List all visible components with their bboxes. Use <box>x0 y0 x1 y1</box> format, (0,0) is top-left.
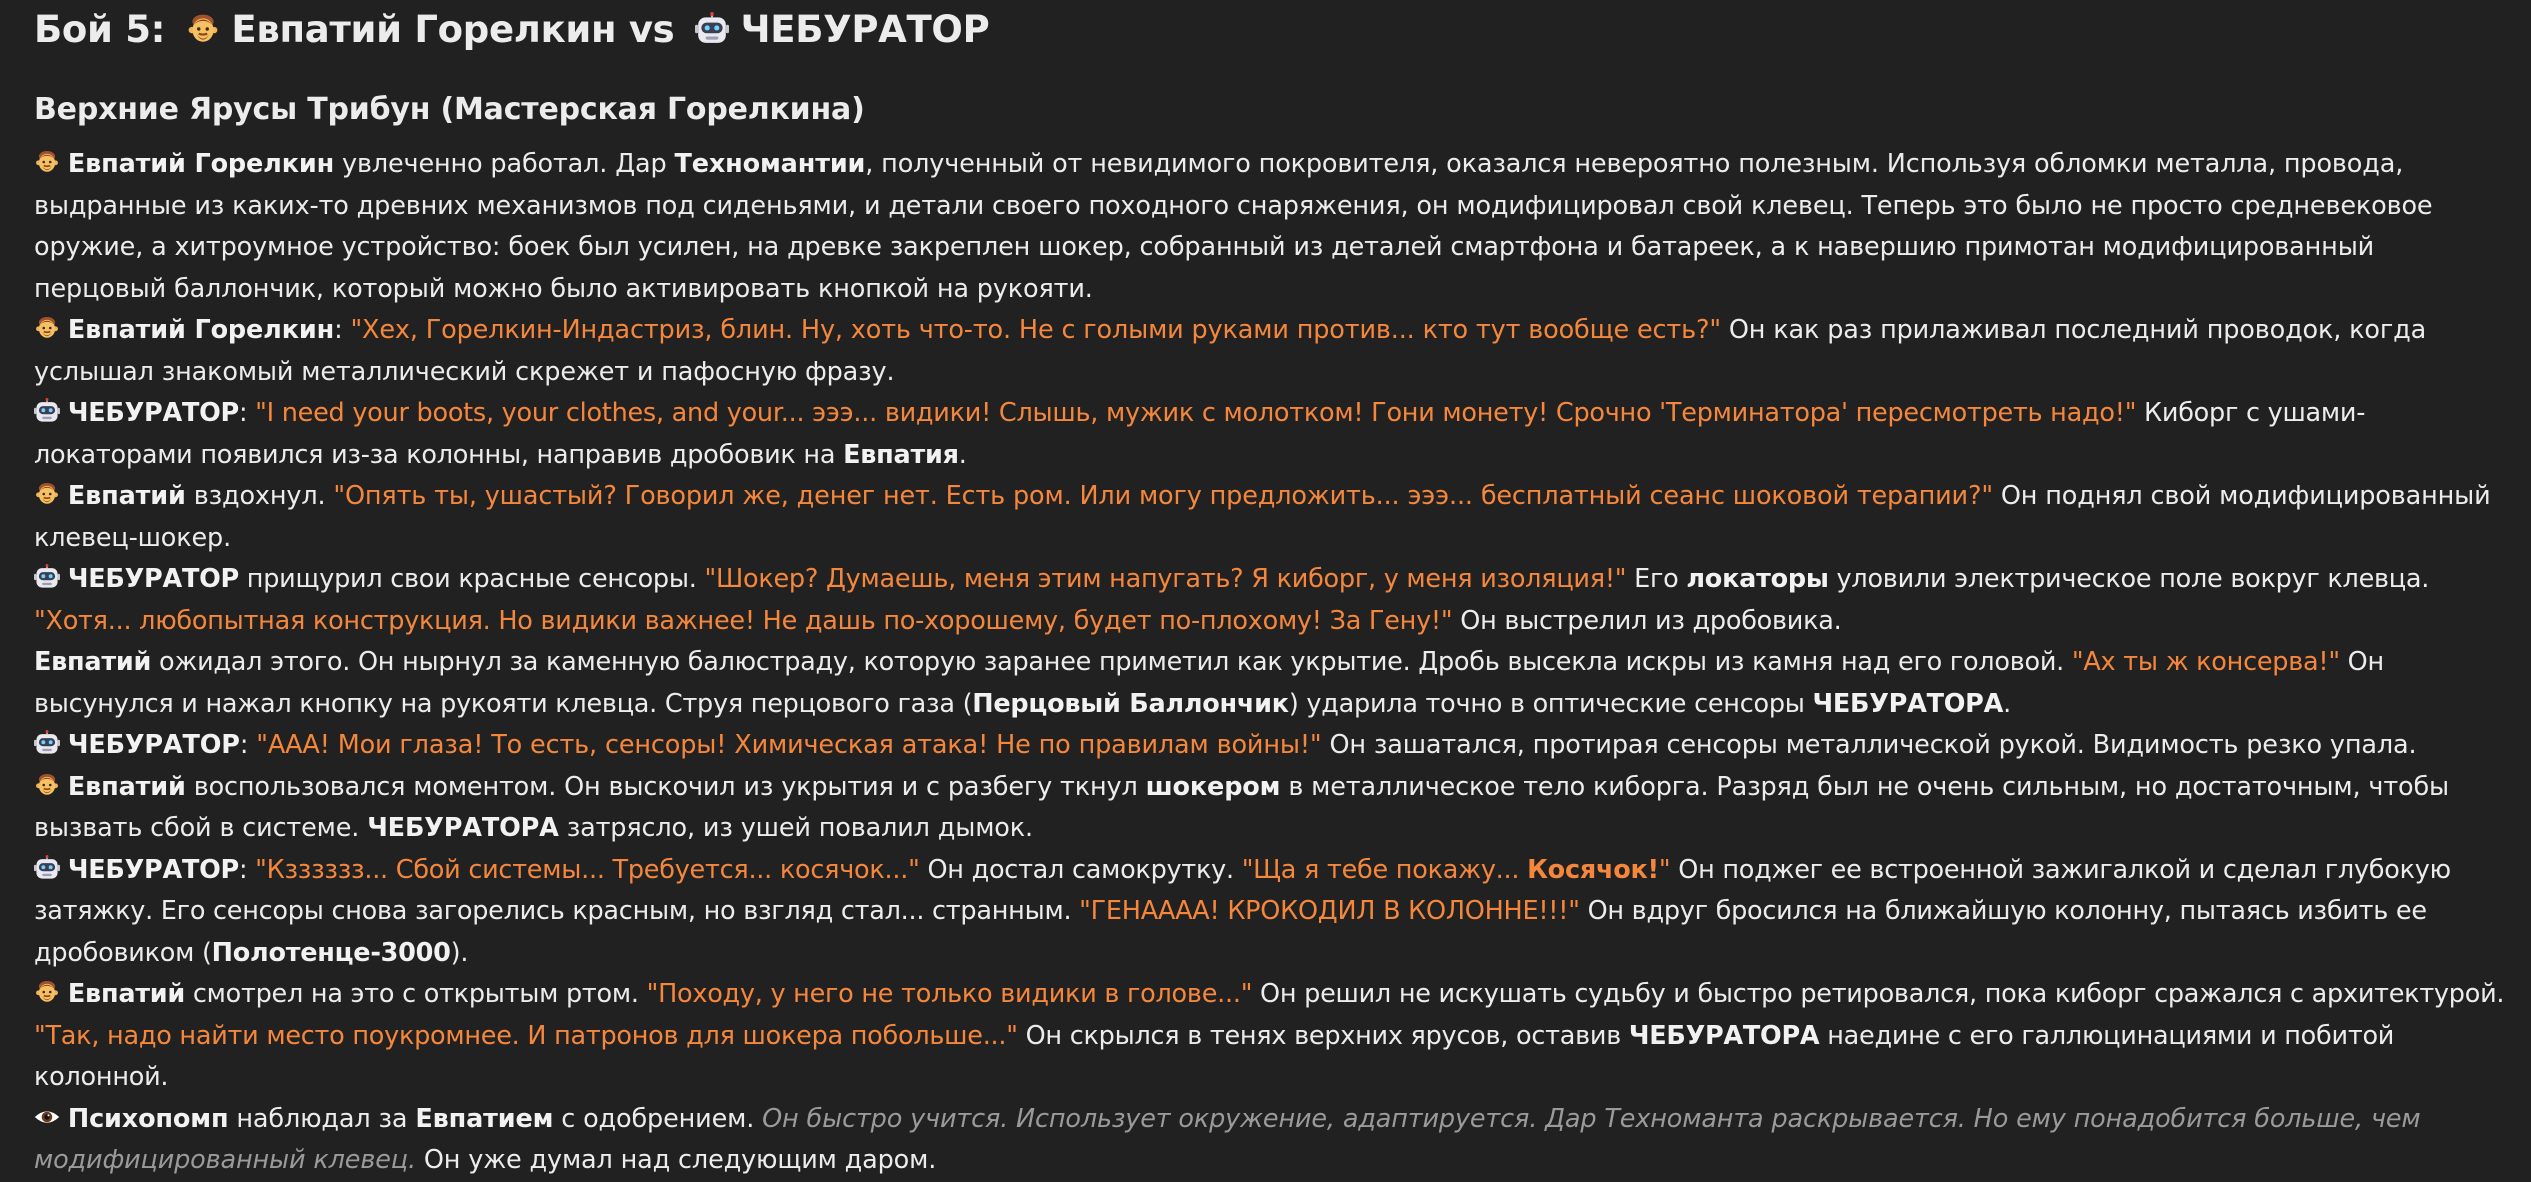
character-name: Евпатий <box>67 979 186 1009</box>
dialogue-quote: "ГЕНАААА! КРОКОДИЛ В КОЛОННЕ!!!" <box>1079 896 1580 926</box>
man-face-icon <box>34 767 61 809</box>
dialogue-quote: "Шокер? Думаешь, меня этим напугать? Я киборг, у меня изоляция!" <box>704 564 1627 594</box>
inner-thought: Он быстро учится. Использует окружение, адаптируется. Дар Техноманта раскрывается. Но ему понадобится больше, чем модифицированный клевец. <box>34 1103 2421 1175</box>
man-face-icon <box>34 476 61 518</box>
dialogue-quote: "Опять ты, ушастый? Говорил же, денег нет. Есть ром. Или могу предложить... эээ... бесплатный сеанс шоковой терапии?" <box>333 481 1993 511</box>
robot-face-icon <box>34 850 61 892</box>
man-face-icon <box>34 310 61 352</box>
man-face-icon <box>181 4 224 56</box>
fighter2-name: ЧЕБУРАТОР <box>740 8 990 51</box>
dialogue-quote: "Ах ты ж консерва!" <box>2071 647 2340 677</box>
item-name: локаторы <box>1686 564 1829 594</box>
title-prefix: Бой 5: <box>34 8 166 51</box>
story-paragraph: ЧЕБУРАТОР: "ААА! Мои глаза! То есть, сенсоры! Химическая атака! Не по правилам войны!" Он зашатался, протирая сенсоры металлической рукой. Видимость резко упала. <box>34 725 2509 767</box>
item-name: Косячок! <box>1527 854 1659 885</box>
vs-label: vs <box>628 8 675 51</box>
ability-name: Техномантии <box>674 149 866 179</box>
story-paragraph: Евпатий Горелкин: "Хех, Горелкин-Индастриз, блин. Ну, хоть что-то. Не с голыми руками против... кто тут вообще есть?" Он как раз прилаживал последний проводок, когда услышал знакомый металлический скрежет и пафосную фразу. <box>34 310 2509 393</box>
story-paragraph: ЧЕБУРАТОР: "I need your boots, your clothes, and your... эээ... видики! Слышь, мужик с молотком! Гони монету! Срочно 'Терминатора' пересмотреть надо!" Киборг с ушами-локаторами появился из-за колонны, направив дробовик на Евпатия. <box>34 393 2509 476</box>
story-paragraph: ЧЕБУРАТОР прищурил свои красные сенсоры. "Шокер? Думаешь, меня этим напугать? Я киборг, у меня изоляция!" Его локаторы уловили электрическое поле вокруг клевца. "Хотя... любопытная конструкция. Но видики важнее! Не дашь по-хорошему, будет по-плохому! За Гену!" Он выстрелил из дробовика. <box>34 559 2509 642</box>
dialogue-quote: "Походу, у него не только видики в голове..." <box>646 979 1253 1009</box>
dialogue-quote: "I need your boots, your clothes, and your... эээ... видики! Слышь, мужик с молотком! Гони монету! Срочно 'Терминатора' пересмотреть надо!" <box>255 398 2137 428</box>
robot-face-icon <box>34 393 61 435</box>
character-name: ЧЕБУРАТОР <box>67 854 239 885</box>
story-paragraph: Евпатий ожидал этого. Он нырнул за каменную балюстраду, которую заранее приметил как укрытие. Дробь высекла искры из камня над его головой. "Ах ты ж консерва!" Он высунулся и нажал кнопку на рукояти клевца. Струя перцового газа (Перцовый Баллончик) ударила точно в оптические сенсоры ЧЕБУРАТОРА. <box>34 647 2384 719</box>
dialogue-quote: "ААА! Мои глаза! То есть, сенсоры! Химическая атака! Не по правилам войны!" <box>256 730 1322 760</box>
dialogue-quote: "Хотя... любопытная конструкция. Но видики важнее! Не дашь по-хорошему, будет по-плохому! За Гену!" <box>34 605 1453 636</box>
robot-face-icon <box>34 559 61 601</box>
character-name: Евпатием <box>415 1103 554 1134</box>
character-name: ЧЕБУРАТОР <box>67 730 240 760</box>
character-name: ЧЕБУРАТОРА <box>1628 1020 1820 1051</box>
dialogue-quote: "Кзззззз... Сбой системы... Требуется... косячок..." <box>255 854 920 885</box>
robot-face-icon <box>691 4 734 56</box>
location-heading: Верхние Ярусы Трибун (Мастерская Горелкина) <box>34 92 865 127</box>
eye-icon <box>34 1099 61 1141</box>
story-paragraph: Евпатий Горелкин увлеченно работал. Дар Техномантии, полученный от невидимого покровителя, оказался невероятно полезным. Используя обломки металла, провода, выдранные из каких-то древних механизмов под сиденьями, и детали своего походного снаряжения, он модифицировал свой клевец. Теперь это было не просто средневековое оружие, а хитроумное устройство: боек был усилен, на древке закреплен шокер, собранный из деталей смартфона и батареек, а к навершию примотан модифицированный перцовый баллончик, который можно было активировать кнопкой на рукояти. <box>34 144 2509 310</box>
character-name: Евпатий Горелкин <box>67 315 335 345</box>
battle-story <box>34 144 2509 1182</box>
character-name: ЧЕБУРАТОРА <box>1812 688 2004 719</box>
dialogue-quote: "Хех, Горелкин-Индастриз, блин. Ну, хоть что-то. Не с голыми руками против... кто тут вообще есть?" <box>350 315 1721 345</box>
robot-face-icon <box>34 725 61 767</box>
fighter1-name: Евпатий Горелкин <box>231 8 617 51</box>
character-name: ЧЕБУРАТОР <box>67 398 239 428</box>
man-face-icon <box>34 974 61 1016</box>
character-name: ЧЕБУРАТОРА <box>367 813 559 843</box>
item-name: Перцовый Баллончик <box>972 688 1289 719</box>
item-name: Полотенце-3000 <box>211 937 451 968</box>
dialogue-quote: "Так, надо найти место поукромнее. И патронов для шокера побольше..." <box>34 1020 1018 1051</box>
story-paragraph: Евпатий воспользовался моментом. Он выскочил из укрытия и с разбегу ткнул шокером в металлическое тело киборга. Разряд был не очень сильным, но достаточным, чтобы вызвать сбой в системе. ЧЕБУРАТОРА затрясло, из ушей повалил дымок. <box>34 767 2509 850</box>
story-paragraph: Психопомп наблюдал за Евпатием с одобрением. Он быстро учится. Использует окружение, адаптируется. Дар Техноманта раскрывается. Но ему понадобится больше, чем модифицированный клевец. Он уже думал над следующим даром. <box>34 1099 2509 1182</box>
story-paragraph: Евпатий смотрел на это с открытым ртом. "Походу, у него не только видики в голове..." Он решил не искушать судьбу и быстро ретировался, пока киборг сражался с архитектурой. "Так, надо найти место поукромнее. И патронов для шокера побольше..." Он скрылся в тенях верхних ярусов, оставив ЧЕБУРАТОРА наедине с его галлюцинациями и побитой колонной. <box>34 974 2509 1099</box>
page-title <box>34 0 2509 56</box>
character-name: Евпатий <box>67 771 186 802</box>
character-name: Евпатий <box>34 647 152 677</box>
character-name: Евпатий <box>67 481 186 511</box>
character-name: Евпатия <box>843 439 959 470</box>
dialogue-quote: "Ща я тебе покажу... Косячок!" <box>1241 854 1671 885</box>
character-name: Психопомп <box>67 1103 229 1134</box>
character-name: ЧЕБУРАТОР <box>67 564 239 594</box>
item-name: шокером <box>1145 771 1281 802</box>
story-paragraph: ЧЕБУРАТОР: "Кзззззз... Сбой системы... Требуется... косячок..." Он достал самокрутку. "Ща я тебе покажу... Косячок!" Он поджег ее встроенной зажигалкой и сделал глубокую затяжку. Его сенсоры снова загорелись красным, но взгляд стал... странным. "ГЕНАААА! КРОКОДИЛ В КОЛОННЕ!!!" Он вдруг бросился на ближайшую колонну, пытаясь избить ее дробовиком (Полотенце-3000). <box>34 850 2509 975</box>
man-face-icon <box>34 144 61 186</box>
story-paragraph: Евпатий вздохнул. "Опять ты, ушастый? Говорил же, денег нет. Есть ром. Или могу предложить... эээ... бесплатный сеанс шоковой терапии?" Он поднял свой модифицированный клевец-шокер. <box>34 476 2509 559</box>
character-name: Евпатий Горелкин <box>67 149 335 179</box>
